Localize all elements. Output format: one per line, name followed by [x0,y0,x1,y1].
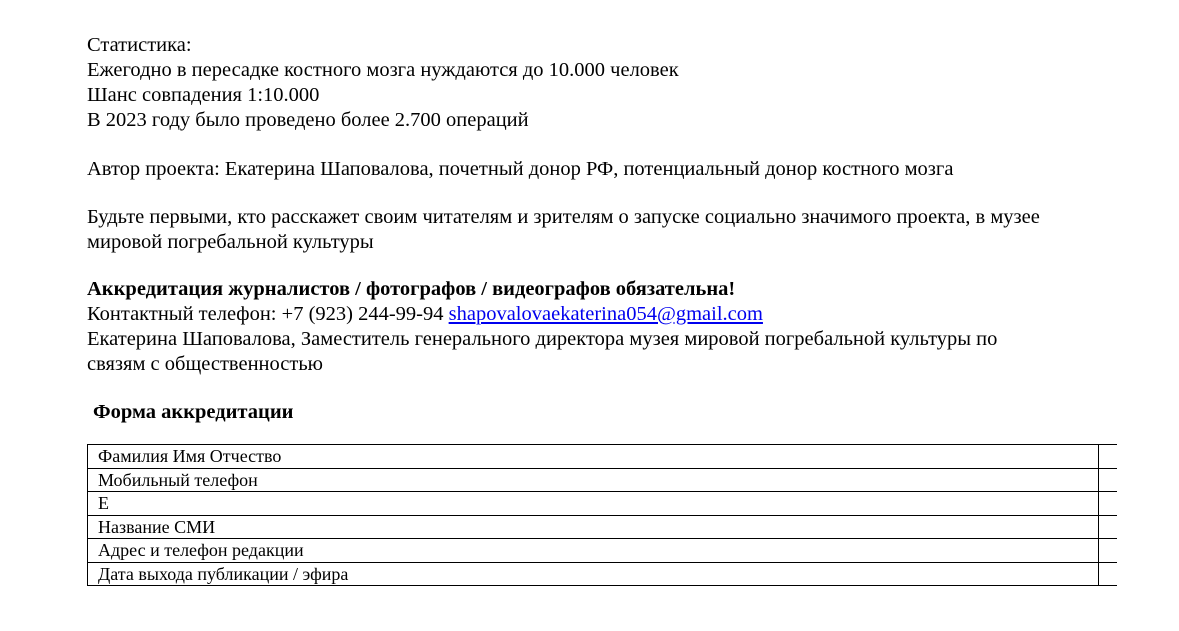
form-field-value[interactable] [1099,539,1118,563]
table-row [88,562,1118,586]
author-text: Автор проекта: Екатерина Шаповалова, почетный донор РФ, потенциальный донор костного мозга [87,157,954,180]
form-field-label: Фамилия Имя Отчество [88,445,1099,469]
table-row [88,445,1118,469]
contact-person-line-1: Екатерина Шаповалова, Заместитель генерального директора музея мировой погребальной культуры по [87,327,998,350]
invitation-paragraph [87,205,1127,255]
email-link[interactable]: shapovalovaekaterina054@gmail.com [448,302,763,325]
form-field-label: Название СМИ [88,515,1099,539]
statistics-line-operations: В 2023 году было проведено более 2.700 операций [87,109,529,131]
form-field-value[interactable] [1099,515,1118,539]
contact-person-line-2: связям с общественностью [87,352,324,375]
accreditation-form-table [87,444,1117,586]
form-field-value[interactable] [1099,445,1118,469]
table-row [88,492,1118,516]
statistics-line-match-chance: Шанс совпадения 1:10.000 [87,84,320,106]
contact-phone-line [87,302,1127,327]
spacer [87,182,1127,206]
table-row [88,515,1118,539]
invitation-line-1: Будьте первыми, кто расскажет своим читателям и зрителям о запуске социально значимого проекта, в музее [87,206,1040,228]
spacer [87,133,1127,157]
author-paragraph [87,157,1127,182]
form-field-label: Адрес и телефон редакции [88,539,1099,563]
document-body [87,33,1127,377]
invitation-line-2: мировой погребальной культуры [87,231,374,253]
form-field-label: E [88,492,1099,516]
statistics-heading: Статистика: [87,34,192,56]
form-field-value[interactable] [1099,468,1118,492]
statistics-line-demand: Ежегодно в пересадке костного мозга нуждаются до 10.000 человек [87,59,679,81]
form-field-label: Дата выхода публикации / эфира [88,562,1099,586]
form-field-value[interactable] [1099,562,1118,586]
contact-phone-text: Контактный телефон: +7 (923) 244-99-94 [87,302,449,325]
accreditation-section [87,277,1127,377]
statistics-section [87,33,1127,133]
form-field-value[interactable] [1099,492,1118,516]
table-row [88,468,1118,492]
form-title: Форма аккредитации [93,401,294,423]
spacer [87,255,1127,277]
form-field-label: Мобильный телефон [88,468,1099,492]
accreditation-notice: Аккредитация журналистов / фотографов / видеографов обязательна! [87,277,736,300]
table-row [88,539,1118,563]
